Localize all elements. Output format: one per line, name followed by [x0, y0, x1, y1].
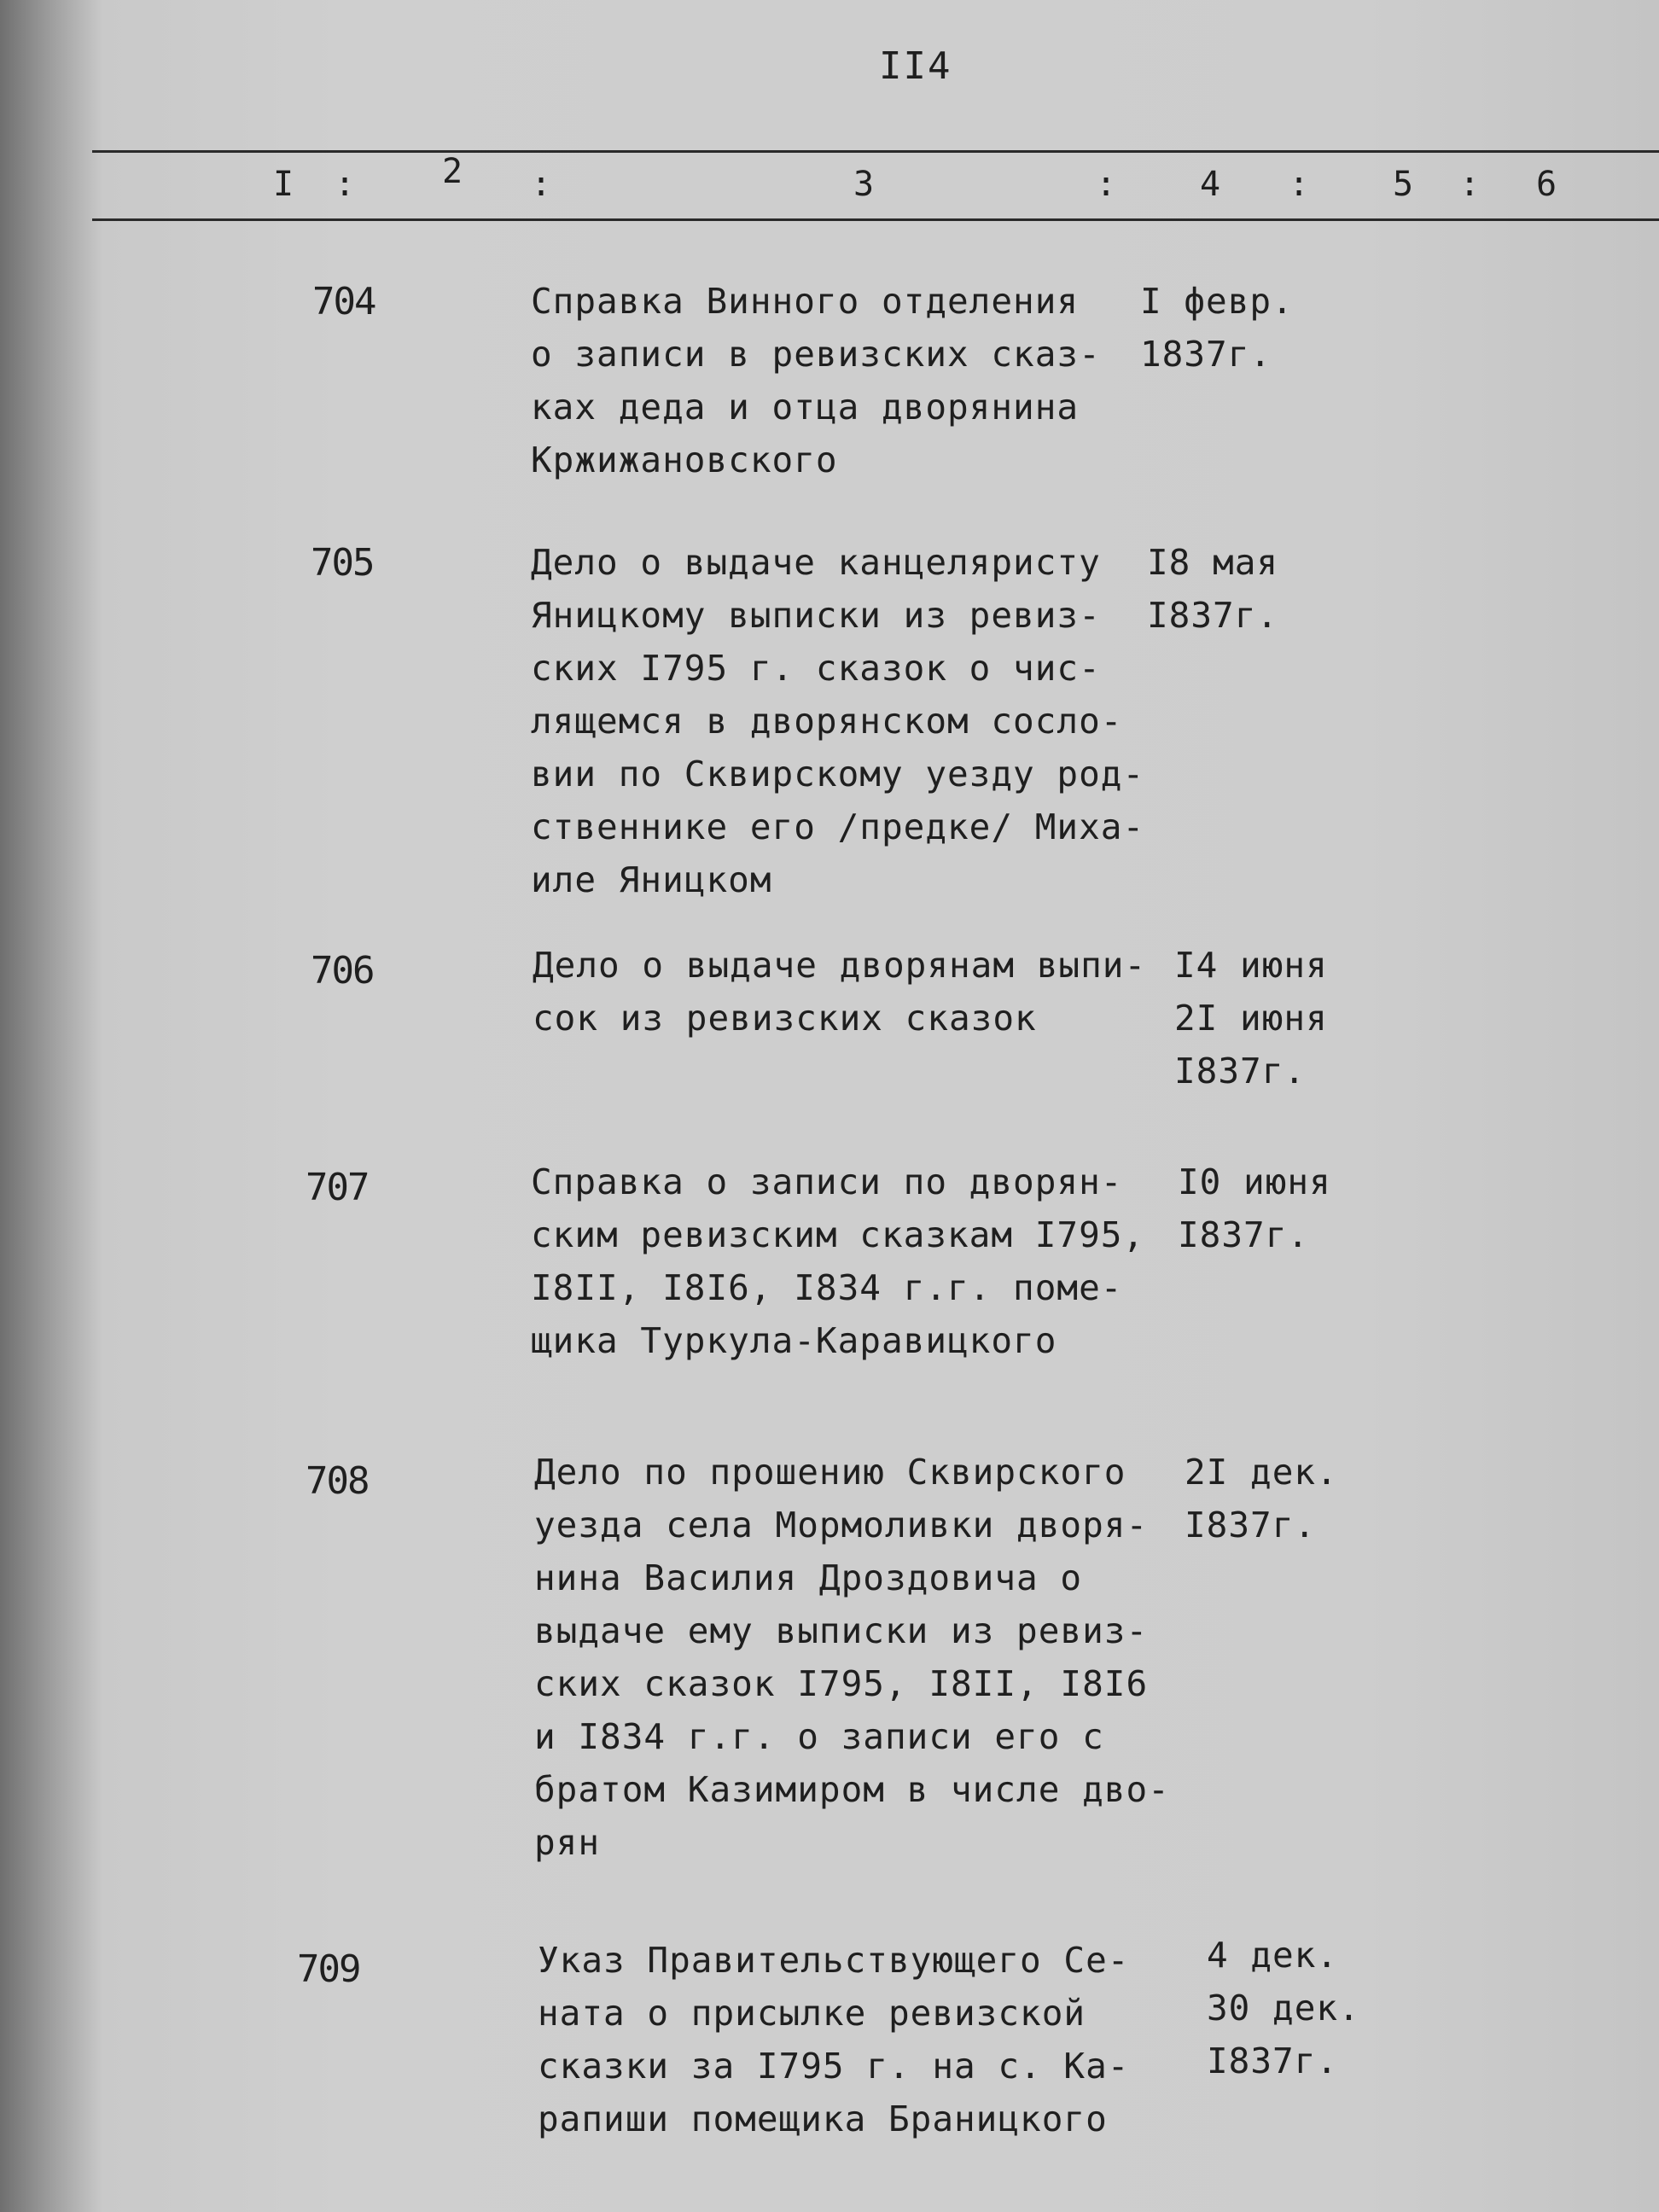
column-separator: : [531, 165, 552, 204]
entry-number: 707 [306, 1166, 369, 1209]
entry-number: 704 [312, 280, 375, 323]
entry-description: Справка о записи по дворян- ским ревизским сказкам I795, I8II, I8I6, I834 г.г. поме- щика Туркула-Каравицкого [531, 1161, 1145, 1361]
column-separator: : [1459, 165, 1481, 204]
page-number: II4 [879, 44, 952, 88]
column-separator: : [335, 165, 356, 204]
header-rule-bottom [92, 218, 1659, 221]
entry-date: I8 мая I837г. [1147, 542, 1279, 636]
column-header-3: 3 [853, 165, 875, 204]
entry-number: 706 [311, 949, 374, 992]
column-header-2: 2 [442, 152, 463, 191]
entry-date: 2I дек. I837г. [1185, 1452, 1338, 1545]
entry-date: I4 июня 2I июня I837г. [1174, 945, 1328, 1091]
entry-description: Указ Правительствующего Се- ната о присылке ревизской сказки за I795 г. на с. Ка- рапиши помещика Браницкого [538, 1940, 1130, 2139]
entry-date: I февр. 1837г. [1140, 281, 1294, 375]
column-header-1: I [273, 165, 294, 204]
column-header-5: 5 [1393, 165, 1414, 204]
entry-description: Дело по прошению Сквирского уезда села Мормоливки дворя- нина Василия Дроздовича о выдаче ему выписки из ревиз- ских сказок I795, I8II, I8I6 и I834 г.г. о записи его с братом Казимиром в числе дво- рян [534, 1452, 1170, 1863]
column-header-6: 6 [1536, 165, 1557, 204]
entry-date: 4 дек. 30 дек. I837г. [1207, 1935, 1360, 2081]
entry-description: Справка Винного отделения о записи в ревизских сказ- ках деда и отца дворянина Кржижановского [531, 281, 1101, 480]
entry-description: Дело о выдаче канцеляристу Яницкому выписки из ревиз- ских I795 г. сказок о чис- лящемся в дворянском сосло- вии по Сквирскому уезду род- ственнике его /предке/ Миха- иле Яницком [531, 542, 1145, 900]
column-separator: : [1096, 165, 1117, 204]
column-separator: : [1289, 165, 1310, 204]
entry-date: I0 июня I837г. [1178, 1161, 1331, 1255]
column-header-4: 4 [1200, 165, 1221, 204]
header-rule-top [92, 150, 1659, 153]
entry-number: 705 [311, 541, 374, 585]
entry-number: 709 [297, 1947, 360, 1991]
entry-number: 708 [306, 1459, 369, 1503]
entry-description: Дело о выдаче дворянам выпи- сок из ревизских сказок [533, 945, 1147, 1039]
